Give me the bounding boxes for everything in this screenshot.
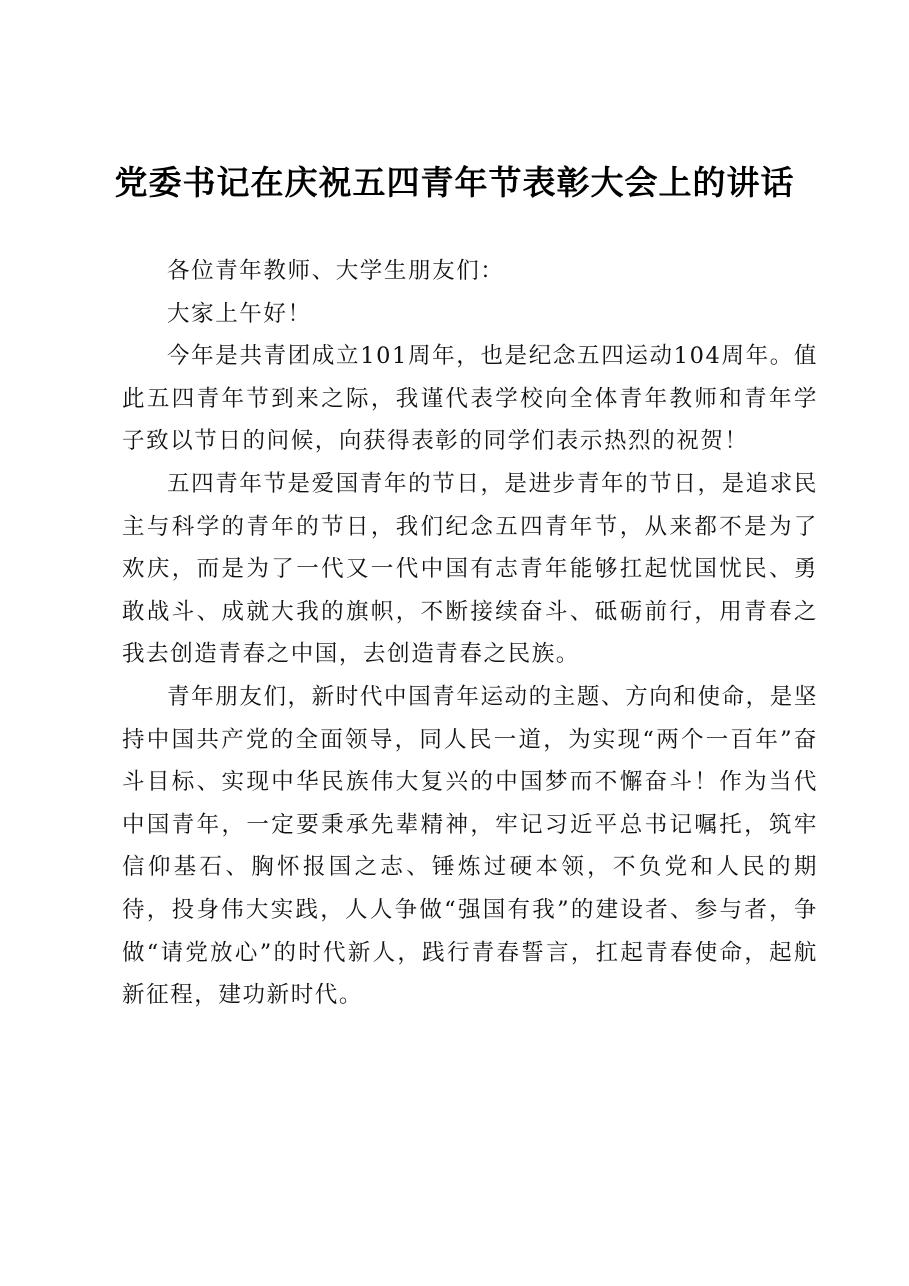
youth-mission-paragraph: 青年朋友们，新时代中国青年运动的主题、方向和使命，是坚持中国共产党的全面领导，同人民一道，为实现“两个一百年”奋斗目标、实现中华民族伟大复兴的中国梦而不懈奋斗！作为当代中国青年，一定要秉承先辈精神，牢记习近平总书记嘱托，筑牢信仰基石、胸怀报国之志、锤炼过硬本领，不负党和人民的期待，投身伟大实践，人人争做“强国有我”的建设者、参与者，争做“请党放心”的时代新人，践行青春誓言，扛起青春使命，起航新征程，建功新时代。 [122, 683, 818, 1009]
document-title: 党委书记在庆祝五四青年节表彰大会上的讲话 [114, 163, 795, 202]
document-body [122, 250, 818, 1017]
greeting-paragraph: 大家上午好！ [167, 300, 312, 327]
may-fourth-meaning-paragraph: 五四青年节是爱国青年的节日，是进步青年的节日，是追求民主与科学的青年的节日，我们纪念五四青年节，从来都不是为了欢庆，而是为了一代又一代中国有志青年能够扛起忧国忧民、勇敢战斗、成就大我的旗帜，不断接续奋斗、砥砺前行，用青春之我去创造青春之中国，去创造青春之民族。 [122, 470, 818, 668]
anniversary-paragraph: 今年是共青团成立101周年，也是纪念五四运动104周年。值此五四青年节到来之际，我谨代表学校向全体青年教师和青年学子致以节日的问候，向获得表彰的同学们表示热烈的祝贺！ [122, 343, 818, 455]
salutation-paragraph: 各位青年教师、大学生朋友们： [167, 258, 505, 284]
